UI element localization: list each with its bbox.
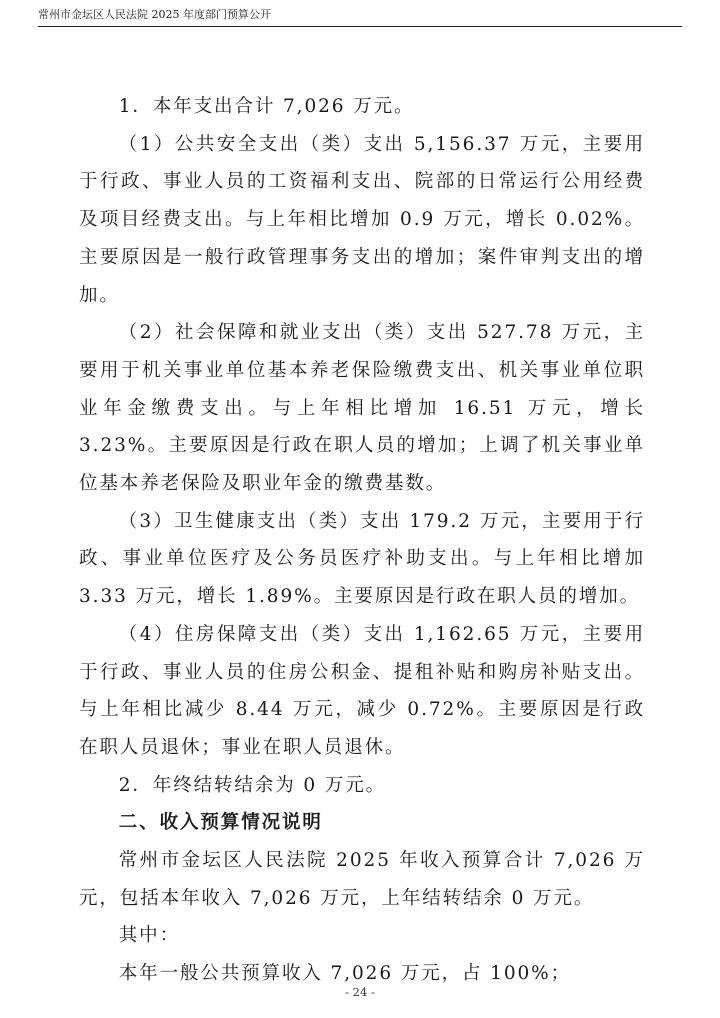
header-title: 常州市金坛区人民法院 2025 年度部门预算公开	[38, 8, 271, 21]
paragraph-public-security: （1）公共安全支出（类）支出 5,156.37 万元，主要用于行政、事业人员的工资福利支出、院部的日常运行公用经费及项目经费支出。与上年相比增加 0.9 万元，增长 0.02%。主要原因是一般行政管理事务支出的增加；案件审判支出的增加。	[79, 133, 645, 306]
section-heading-income: 二、收入预算情况说明	[118, 812, 323, 834]
paragraph-social-security: （2）社会保障和就业支出（类）支出 527.78 万元，主要用于机关事业单位基本养老保险缴费支出、机关事业单位职业年金缴费支出。与上年相比增加 16.51 万元，增长 3.23%。主要原因是行政在职人员的增加；上调了机关事业单位基本养老保险及职业年金的缴费基数。	[79, 322, 645, 495]
paragraph-of-which: 其中：	[118, 925, 180, 947]
paragraph-housing: （4）住房保障支出（类）支出 1,162.65 万元，主要用于行政、事业人员的住房公积金、提租补贴和购房补贴支出。与上年相比减少 8.44 万元，减少 0.72%。主要原因是行政在职人员退休；事业在职人员退休。	[79, 623, 645, 758]
paragraph-income-total: 常州市金坛区人民法院 2025 年收入预算合计 7,026 万元，包括本年收入 7,026 万元，上年结转结余 0 万元。	[79, 850, 645, 909]
page-number: - 24 -	[345, 985, 375, 999]
paragraph-total-expenditure: 1．本年支出合计 7,026 万元。	[118, 96, 415, 117]
paragraph-carryover: 2．年终结转结余为 0 万元。	[118, 774, 387, 796]
paragraph-health: （3）卫生健康支出（类）支出 179.2 万元，主要用于行政、事业单位医疗及公务员医疗补助支出。与上年相比增加 3.33 万元，增长 1.89%。主要原因是行政在职人员的增加。	[79, 510, 645, 608]
paragraph-general-budget-income: 本年一般公共预算收入 7,026 万元，占 100%；	[118, 963, 572, 985]
page-header	[38, 6, 682, 27]
document-body	[79, 88, 645, 993]
